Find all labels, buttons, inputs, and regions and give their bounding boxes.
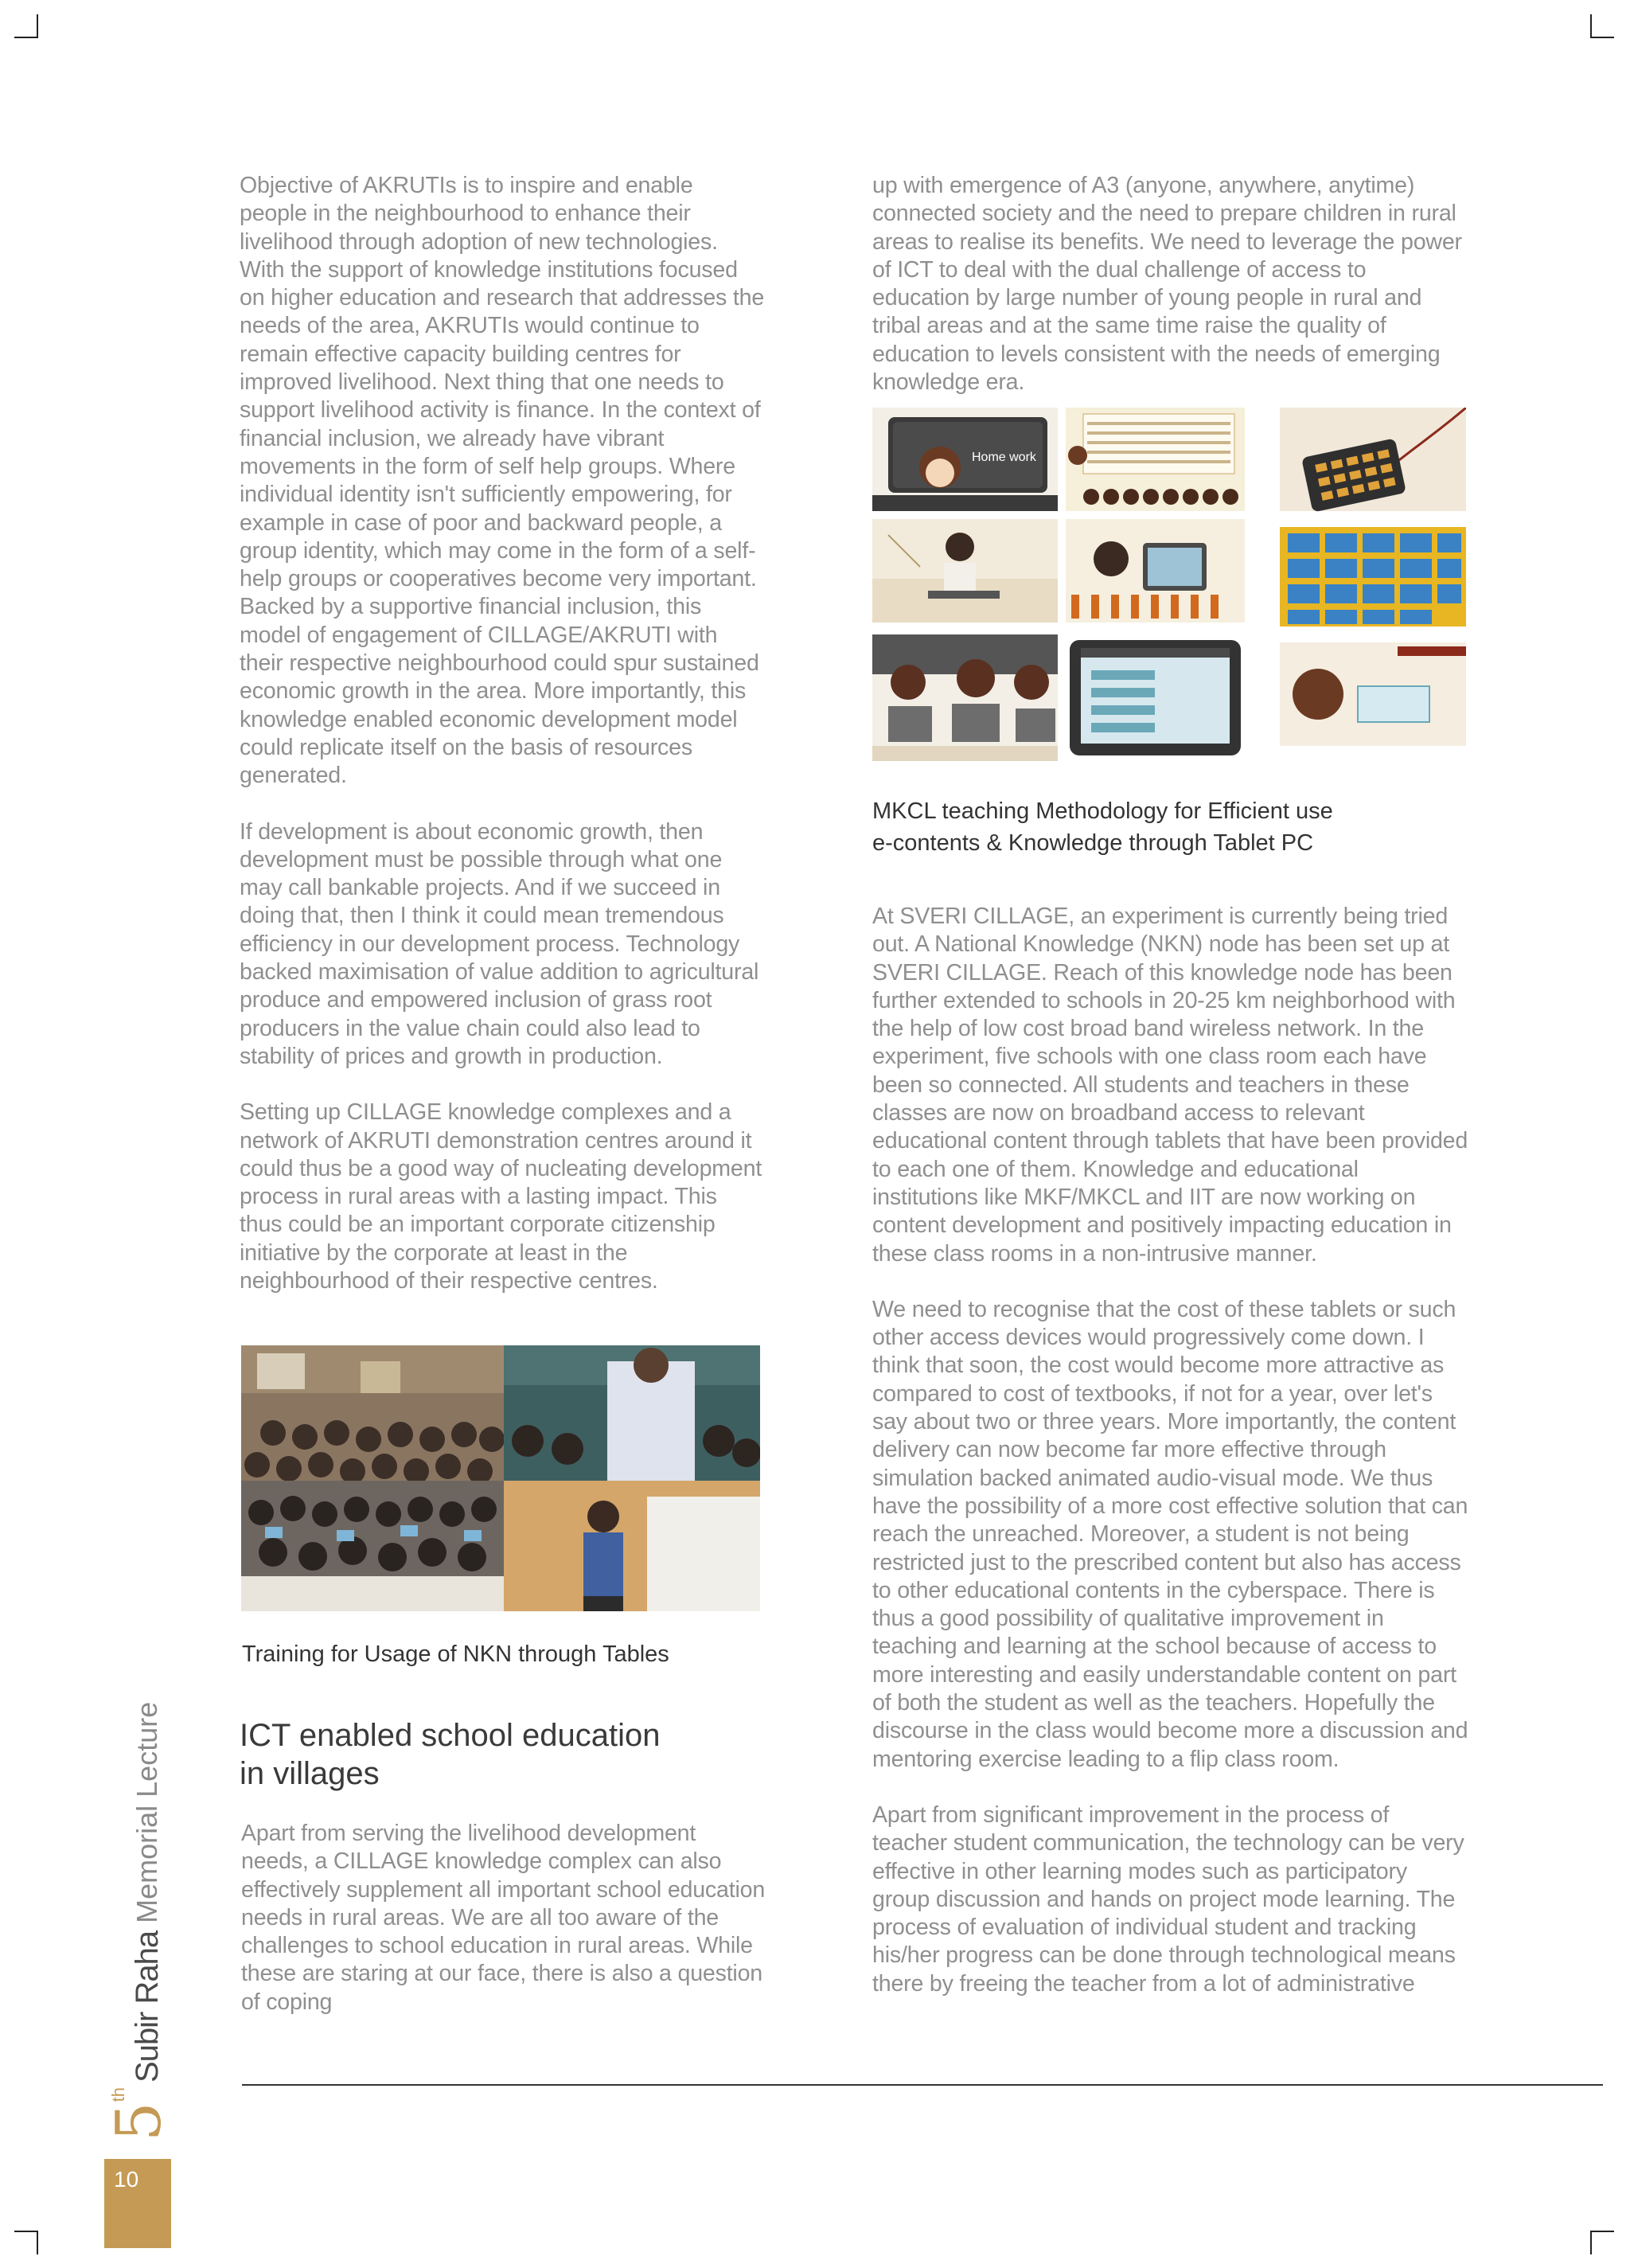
tablet-screen-panel: [1066, 634, 1245, 761]
grid-caption-line-1: MKCL teaching Methodology for Efficient use: [872, 798, 1333, 824]
lecture-ordinal: th: [108, 2087, 128, 2102]
body-paragraph: up with emergence of A3 (anyone, anywhere, anytime) connected society and the need to prepare children in rural areas to realise its benefits. We need to leverage the power of ICT to deal with the dual challenge of access to education by large number of young people in rural and tribal areas and at the same time raise the quality of education to levels consistent with the needs of emerging knowledge era.: [872, 173, 1462, 396]
lecture-suffix: Memorial Lecture: [131, 1701, 163, 1923]
classroom-photo-collage: [241, 1345, 760, 1611]
desk-student-panel: [872, 519, 1058, 623]
crop-mark-bottom-right-h: [1590, 2231, 1614, 2232]
body-paragraph: Apart from serving the livelihood development needs, a CILLAGE knowledge complex can also effectively supplement all important school education needs in rural areas. We are all too aware of the challenges to school education in rural areas. While these are staring at our face, there is also a question of coping: [241, 1821, 766, 2015]
right-column-intro: [872, 172, 1469, 396]
illustration-grid-svg: [872, 408, 1466, 761]
crop-mark-bottom-left: [37, 2231, 38, 2254]
footer-rule: [242, 2084, 1603, 2086]
homework-panel: [872, 408, 1058, 511]
section-heading: [240, 1716, 765, 1793]
body-paragraph: At SVERI CILLAGE, an experiment is currently being tried out. A National Knowledge (NKN) node has been set up at SVERI CILLAGE. Reach of this knowledge node has been further extended to schools in 20-25 km neighborhood with the help of low cost broad band wireless network. In the experiment, five schools with one class room each have been so connected. All students and teachers in these classes are now on broadband access to relevant educational content through tablets that have been provided to each one of them. Knowledge and educational institutions like MKF/MKCL and IIT are now working on content development and positively impacting education in these class rooms in a non-intrusive manner.: [872, 904, 1468, 1267]
crop-mark-top-right-h: [1590, 37, 1614, 38]
left-column-text: [240, 172, 765, 1295]
crop-mark-top-left: [37, 14, 38, 38]
body-paragraph: We need to recognise that the cost of these tablets or such other access devices would progressively come down. I think that soon, the cost would become more attractive as compared to cost of textbooks, if not for a year, over let's say about two or three years. More importantly, the content delivery can now become far more effective through simulation backed animated audio-visual mode. We thus have the possibility of a more cost effective solution that can reach the unreached. Moreover, a student is not being restricted just to the prescribed content but also has access to other educational contents in the cyberspace. There is thus a good possibility of qualitative improvement in teaching and learning at the school because of access to more interesting and easily understandable content on part of both the student as well as the teachers. Hopefully the discourse in the class would become more a discussion and mentoring exercise leading to a flip class room.: [872, 1296, 1468, 1772]
grid-caption-line-2: e-contents & Knowledge through Tablet PC: [872, 830, 1314, 856]
left-section-text: [241, 1820, 766, 2016]
crop-mark-bottom-right: [1590, 2231, 1592, 2254]
body-paragraph: Setting up CILLAGE knowledge complexes and a network of AKRUTI demonstration centres around it could thus be a good way of nucleating development process in rural areas with a lasting impact. This thus could be an important corporate citizenship initiative by the corporate at least in the neighbourhood of their respective centres.: [240, 1099, 762, 1294]
crop-mark-top-left-h: [14, 37, 38, 38]
side-lecture-title: [103, 1664, 175, 2141]
page-number: 10: [114, 2167, 139, 2192]
spreadsheet-panel: [1066, 408, 1245, 511]
section-heading-line-1: ICT enabled school education: [240, 1718, 661, 1753]
teacher-screen-panel: [1280, 642, 1466, 746]
nkn-training-photo: [241, 1345, 760, 1611]
body-paragraph: Apart from significant improvement in the process of teacher student communication, the technology can be very effective in other learning modes such as participatory group discussion and hands on project mode learning. The process of evaluation of individual student and tracking his/her progress can be done through technological means there by freeing the teacher from a lot of administrative: [872, 1802, 1464, 1997]
body-paragraph: Objective of AKRUTIs is to inspire and enable people in the neighbourhood to enhance their livelihood through adoption of new technologies. With the support of knowledge institutions focused on higher education and research that addresses the needs of the area, AKRUTIs would continue to remain effective capacity building centres for improved livelihood. Next thing that one needs to support livelihood activity is finance. In the context of financial inclusion, we already have vibrant movements in the form of self help groups. Where individual identity isn't sufficiently empowering, for example in case of poor and backward people, a group identity, which may come in the form of a self-help groups or cooperatives become very important. Backed by a supportive financial inclusion, this model of engagement of CILLAGE/AKRUTI with their respective neighbourhood could spur sustained economic growth in the area. More importantly, this knowledge enabled economic development model could replicate itself on the basis of resources generated.: [240, 173, 765, 789]
photo-caption: Training for Usage of NKN through Tables: [242, 1641, 669, 1667]
lecture-number: 5: [103, 2102, 175, 2141]
crop-mark-top-right: [1590, 14, 1592, 38]
app-tiles-panel: [1280, 527, 1466, 627]
homework-label: Home work: [972, 451, 1036, 464]
tablet-hand-panel: [1280, 408, 1466, 513]
tablet-methodology-illustration-grid: [872, 408, 1466, 761]
lecture-name: Subir Raha: [130, 1930, 165, 2083]
crop-mark-bottom-left-h: [14, 2231, 38, 2232]
body-paragraph: If development is about economic growth, then development must be possible through what one may call bankable projects. And if we succeed in doing that, then I think it could mean tremendous efficiency in our development process. Technology backed maximisation of value addition to agricultural produce and empowered inclusion of grass root producers in the value chain could also lead to stability of prices and growth in production.: [240, 818, 759, 1069]
students-tablets-panel: [872, 634, 1058, 761]
headphones-panel: [1066, 519, 1245, 623]
page-number-box: [104, 2159, 171, 2248]
right-column-text: [872, 903, 1469, 1998]
grid-caption: [872, 795, 1477, 859]
section-heading-line-2: in villages: [240, 1756, 380, 1791]
